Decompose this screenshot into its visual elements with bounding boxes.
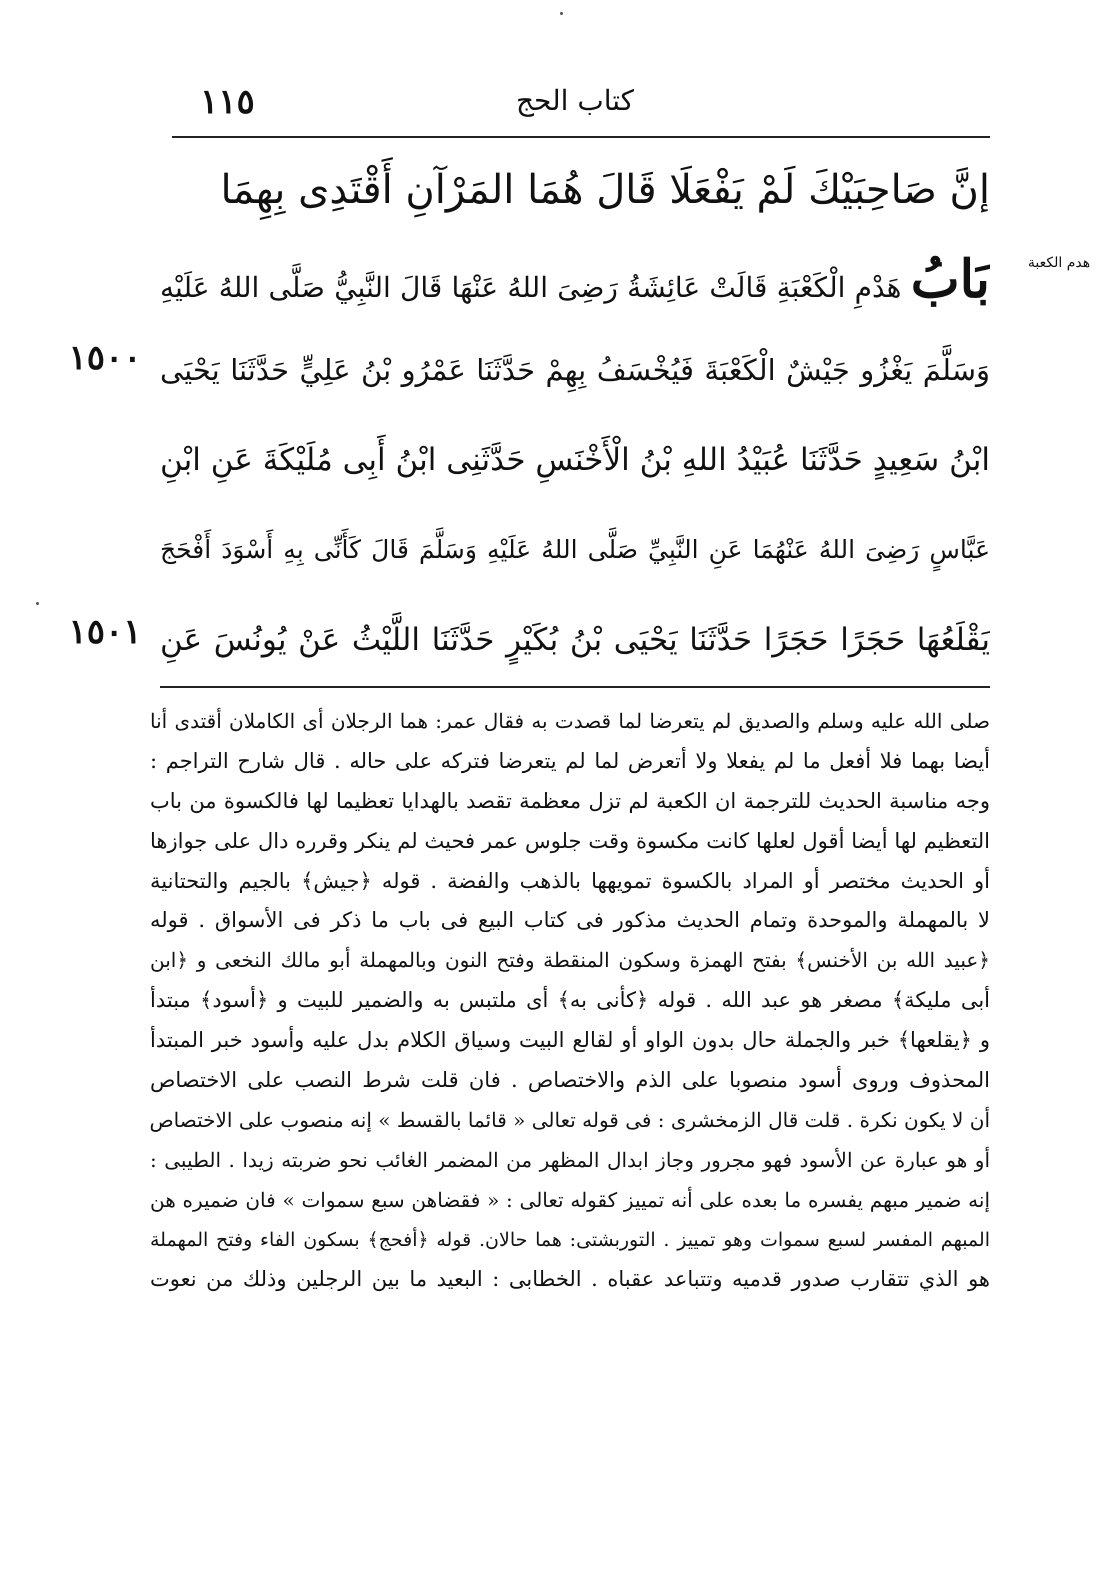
commentary-line: ﴿عبيد الله بن الأخنس﴾ بفتح الهمزة وسكون المنقطة وفتح النون وبالمهملة أبو مالك النخعى و ﴿ابن: [150, 948, 990, 973]
commentary-line: وجه مناسبة الحديث للترجمة ان الكعبة لم تزل معظمة تقصد بالهدايا تعظيما لها فالكسوة من باب: [150, 788, 990, 813]
hadith-line-text: إنَّ صَاحِبَيْكَ لَمْ يَفْعَلَا قَالَ هُمَا المَرْآنِ أَقْتَدِى بِهِمَا: [220, 167, 990, 213]
commentary-line: إنه ضمير مبهم يفسره ما بعده على أنه تمييز كقوله تعالى : « فقضاهن سبع سموات » فان ضميره هن: [150, 1187, 990, 1212]
running-title: كتاب الحج: [515, 84, 635, 117]
hadith-line: [160, 325, 990, 415]
commentary-text: [150, 702, 990, 1300]
hadith-line: [160, 595, 990, 685]
margin-chapter-note: هدم الكعبة: [1027, 255, 1091, 271]
commentary-line: أو هو عبارة عن الأسود فهو مجرور وجاز ابدال المظهر من المضمر الغائب نحو ضربته زيدا . الطيبى :: [150, 1147, 990, 1172]
hadith-line-text: عَبَّاسٍ رَضِىَ اللهُ عَنْهُمَا عَنِ النَّبِيِّ صَلَّى اللهُ عَلَيْهِ وَسَلَّمَ قَالَ كَأَنِّى بِهِ أَسْوَدَ أَفْحَجَ: [160, 535, 990, 564]
hadith-line-text: وَسَلَّمَ يَغْزُو جَيْشٌ الْكَعْبَةَ فَيُخْسَفُ بِهِمْ حَدَّثَنَا عَمْرُو بْنُ عَلِيٍّ حَدَّثَنَا يَحْيَى: [160, 353, 990, 387]
commentary-line: التعظيم لها أيضا أقول لعلها كانت مكسوة وقت جلوس عمر فحيث لم ينكر وقرره دال على جوازها: [150, 828, 990, 853]
commentary-line: أبى مليكة﴾ مصغر هو عبد الله . قوله ﴿كأنى به﴾ أى ملتبس به والضمير للبيت و ﴿أسود﴾ مبتدأ: [150, 988, 990, 1013]
header-divider: [172, 136, 990, 138]
hadith-line-text: يَقْلَعُهَا حَجَرًا حَجَرًا حَدَّثَنَا يَحْيَى بْنُ بُكَيْرٍ حَدَّثَنَا اللَّيْثُ عَنْ يُونُسَ عَنِ: [160, 622, 990, 658]
commentary-line: أن لا يكون نكرة . قلت قال الزمخشرى : فى قوله تعالى « قائما بالقسط » إنه منصوب على الاختصاص: [150, 1107, 990, 1132]
commentary-line: أيضا بهما فلا أفعل ما لم يفعلا ولا أتعرض لما لم يتعرضا فتركه على حاله . قال شارح التراجم :: [150, 748, 990, 773]
commentary-line: المبهم المفسر لسبع سموات وهو تمييز . التوربشتى: هما حالان. قوله ﴿أفحج﴾ بسكون الفاء وفتح المهملة: [150, 1228, 990, 1251]
hadith-line: [160, 235, 990, 325]
hadith-text: [160, 145, 990, 685]
hadith-line-text: ابْنُ سَعِيدٍ حَدَّثَنَا عُبَيْدُ اللهِ بْنُ الْأَخْنَسِ حَدَّثَنِى ابْنُ أَبِى مُلَيْكَةَ عَنِ ابْنِ: [160, 442, 990, 478]
commentary-divider: [160, 686, 990, 688]
commentary-line: المحذوف وروى أسود منصوبا على الذم والاختصاص . فان قلت شرط النصب على الاختصاص: [150, 1068, 990, 1093]
page-header: [160, 78, 990, 138]
commentary-line: هو الذي تتقارب صدور قدميه وتتباعد عقباه . الخطابى : البعيد ما بين الرجلين وذلك من نعوت: [150, 1267, 990, 1292]
hadith-line-text: هَدْمِ الْكَعْبَةِ قَالَتْ عَائِشَةُ رَضِىَ اللهُ عَنْهَا قَالَ النَّبِيُّ صَلَّى اللهُ عَلَيْهِ: [160, 271, 902, 304]
bab-heading: بَابُ: [910, 249, 990, 310]
hadith-line: [160, 505, 990, 595]
hadith-line: [160, 145, 990, 235]
commentary-line: أو الحديث مختصر أو المراد بالكسوة تمويهها بالذهب والفضة . قوله ﴿جيش﴾ بالجيم والتحتانية: [150, 868, 990, 893]
hadith-number-1501: ١٥٠١: [68, 612, 142, 652]
scan-speck: [560, 12, 563, 15]
commentary-line: لا بالمهملة والموحدة وتمام الحديث مذكور فى كتاب البيع فى باب ما ذكر فى الأسواق . قوله: [150, 908, 990, 933]
commentary-line: صلى الله عليه وسلم والصديق لم يتعرضا لما قصدت به فقال عمر: هما الرجلان أى الكاملان أقتدى أنا: [150, 709, 990, 733]
page-number: ١١٥: [200, 82, 255, 122]
hadith-number-1500: ١٥٠٠: [68, 338, 142, 378]
scan-speck: [36, 602, 39, 605]
commentary-line: و ﴿يقلعها﴾ خبر والجملة حال بدون الواو أو لقالع البيت وسياق الكلام بدل عليه وأسود خبر المبتدأ: [150, 1028, 990, 1053]
hadith-line: [160, 415, 990, 505]
